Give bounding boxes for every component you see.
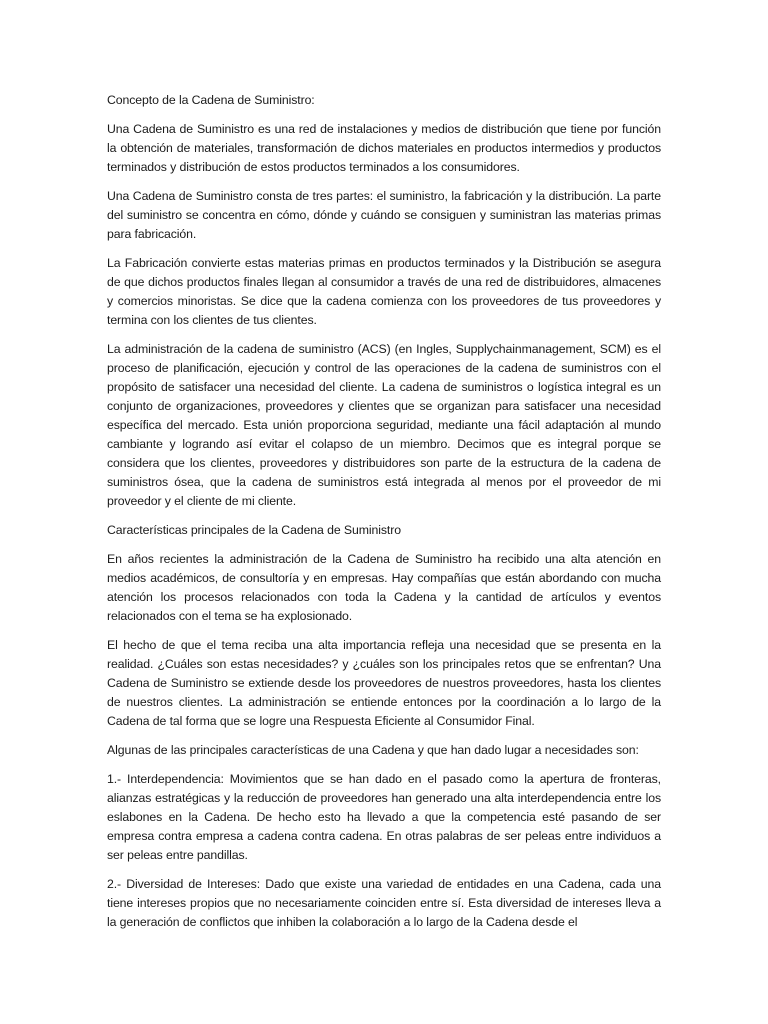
document-title: Concepto de la Cadena de Suministro: [107, 93, 315, 107]
paragraph-parts: Una Cadena de Suministro consta de tres partes: el suministro, la fabricación y la distribución. La parte del suministro se concentra en cómo, dónde y cuándo se consiguen y suministran las materias primas para fabricación. [107, 189, 661, 241]
document-page [107, 91, 661, 942]
paragraph-fabrication: La Fabricación convierte estas materias primas en productos terminados y la Distribución se asegura de que dichos productos finales llegan al consumidor a través de una red de distribuidores, almacenes y comercios minoristas. Se dice que la cadena comienza con los proveedores de tus proveedores y termina con los clientes de tus clientes. [107, 256, 661, 327]
paragraph-scm: La administración de la cadena de suministro (ACS) (en Ingles, Supplychainmanagement, SCM) es el proceso de planificación, ejecución y control de las operaciones de la cadena de suministros con el propósito de satisfacer una necesidad del cliente. La cadena de suministros o logística integral es un conjunto de organizaciones, proveedores y clientes que se organizan para satisfacer una necesidad específica del mercado. Esta unión proporciona seguridad, mediante una fácil adaptación al mundo cambiante y logrando así evitar el colapso de un miembro. Decimos que es integral porque se considera que los clientes, proveedores y distribuidores son parte de la estructura de la cadena de suministros ósea, que la cadena de suministros está integrada al menos por el proveedor de mi proveedor y el cliente de mi cliente. [107, 342, 661, 508]
paragraph-recent-years: En años recientes la administración de la Cadena de Suministro ha recibido una alta atención en medios académicos, de consultoría y en empresas. Hay compañías que están abordando con mucha atención los procesos relacionados con toda la Cadena y la cantidad de artículos y eventos relacionados con el tema se ha explosionado. [107, 552, 661, 623]
section-subtitle: Características principales de la Cadena de Suministro [107, 523, 401, 537]
paragraph-needs: El hecho de que el tema reciba una alta importancia refleja una necesidad que se presenta en la realidad. ¿Cuáles son estas necesidades? y ¿cuáles son los principales retos que se enfrentan? Una Cadena de Suministro se extiende desde los proveedores de nuestros proveedores, hasta los clientes de nuestros clientes. La administración se entiende entonces por la coordinación a lo largo de la Cadena de tal forma que se logre una Respuesta Eficiente al Consumidor Final. [107, 638, 661, 728]
paragraph-characteristics-intro: Algunas de las principales características de una Cadena y que han dado lugar a necesidades son: [107, 743, 639, 757]
paragraph-interdependence: 1.- Interdependencia: Movimientos que se han dado en el pasado como la apertura de fronteras, alianzas estratégicas y la reducción de proveedores han generado una alta interdependencia entre los eslabones en la Cadena. De hecho esto ha llevado a que la competencia esté pasando de ser empresa contra empresa a cadena contra cadena. En otras palabras de ser peleas entre individuos a ser peleas entre pandillas. [107, 772, 661, 862]
paragraph-definition: Una Cadena de Suministro es una red de instalaciones y medios de distribución que tiene por función la obtención de materiales, transformación de dichos materiales en productos intermedios y productos terminados y distribución de estos productos terminados a los consumidores. [107, 122, 661, 174]
paragraph-diversity: 2.- Diversidad de Intereses: Dado que existe una variedad de entidades en una Cadena, cada una tiene intereses propios que no necesariamente coinciden entre sí. Esta diversidad de intereses lleva a la generación de conflictos que inhiben la colaboración a lo largo de la Cadena desde el [107, 877, 661, 929]
